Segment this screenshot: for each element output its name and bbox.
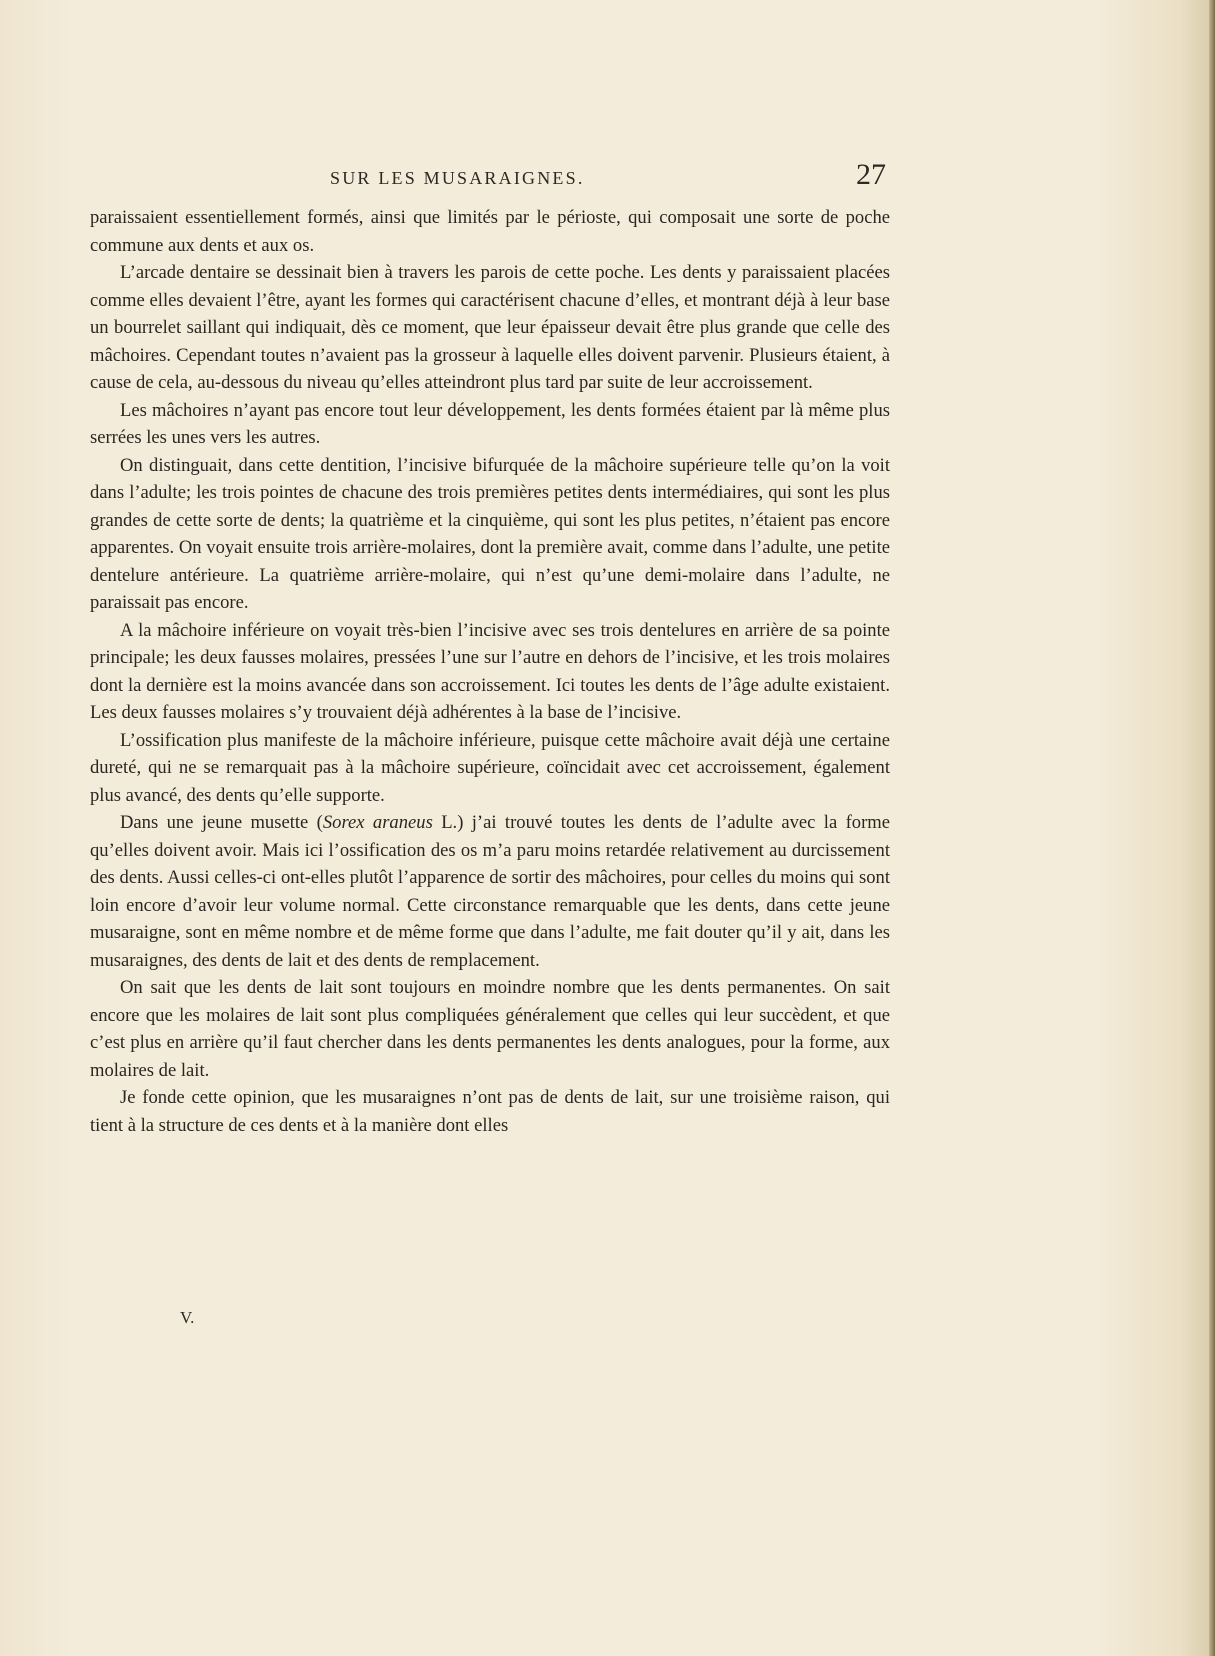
page-edge <box>1209 0 1215 1656</box>
paragraph: On sait que les dents de lait sont toujours en moindre nombre que les dents permanentes. On sait encore que les molaires de lait sont plus compliquées généralement que celles qui leur succèdent, et que c’est plus en arrière qu’il faut chercher dans les dents permanentes les dents analogues, pour la forme, aux molaires de lait. <box>90 977 890 1081</box>
paragraph: L’arcade dentaire se dessinait bien à travers les parois de cette poche. Les dents y paraissaient placées comme elles devaient l’être, ayant les formes qui caractérisent chacune d’elles, et montrant déjà à leur base un bourrelet saillant qui indiquait, dès ce moment, que leur épaisseur devait être plus grande que celle des mâchoires. Cependant toutes n’avaient pas la grosseur à laquelle elles doivent parvenir. Plusieurs étaient, à cause de cela, au-dessous du niveau qu’elles atteindront plus tard par suite de leur accroissement. <box>90 262 890 393</box>
paragraph: A la mâchoire inférieure on voyait très-bien l’incisive avec ses trois dentelures en arrière de sa pointe principale; les deux fausses molaires, pressées l’une sur l’autre en dehors de l’incisive, et les trois molaires dont la dernière est la moins avancée dans son accroissement. Ici toutes les dents de l’âge adulte existaient. Les deux fausses molaires s’y trouvaient déjà adhérentes à la base de l’incisive. <box>90 619 890 723</box>
sorex-text-after: L.) j’ai trouvé toutes les dents de l’adulte avec la forme qu’elles doivent avoir. Mais ici l’ossification des os m’a paru moins retardée relativement au durcissement des dents. Aussi celles-ci ont-elles plutôt l’apparence de sortir des mâchoires, pour celles du moins qui sont loin encore d’avoir leur volume normal. Cette circonstance remarquable que les dents, dans cette jeune musaraigne, sont en même nombre et de même forme que dans l’adulte, me fait douter qu’il y ait, dans les musaraignes, des dents de lait et des dents de remplacement. <box>90 812 890 971</box>
species-name: Sorex araneus <box>322 812 433 833</box>
paragraph: paraissaient essentiellement formés, ainsi que limités par le périoste, qui composait une sorte de poche commune aux dents et aux os. <box>90 207 890 256</box>
paragraph: On distinguait, dans cette dentition, l’incisive bifurquée de la mâchoire supérieure telle qu’on la voit dans l’adulte; les trois pointes de chacune des trois premières petites dents intermédiaires, qui sont les plus grandes de cette sorte de dents; la quatrième et la cinquième, qui sont les plus petites, n’étaient pas encore apparentes. On voyait ensuite trois arrière-molaires, dont la première avait, comme dans l’adulte, une petite dentelure antérieure. La quatrième arrière-molaire, qui n’est qu’une demi-molaire dans l’adulte, ne paraissait pas encore. <box>90 454 890 613</box>
paragraph: Les mâchoires n’ayant pas encore tout leur développement, les dents formées étaient par là même plus serrées les unes vers les autres. <box>90 399 890 448</box>
page-number: 27 <box>856 158 886 191</box>
body-text <box>90 204 890 1139</box>
page-header <box>90 158 890 196</box>
paragraph: L’ossification plus manifeste de la mâchoire inférieure, puisque cette mâchoire avait déjà une certaine dureté, qui ne se remarquait pas à la mâchoire supérieure, coïncidait avec cet accroissement, également plus avancé, des dents qu’elle supporte. <box>90 729 890 806</box>
running-title: SUR LES MUSARAIGNES. <box>330 168 585 188</box>
paragraph: Je fonde cette opinion, que les musaraignes n’ont pas de dents de lait, sur une troisième raison, qui tient à la structure de ces dents et à la manière dont elles <box>90 1087 890 1136</box>
paragraph-sorex <box>90 809 890 974</box>
signature-mark: V. <box>180 1308 195 1327</box>
sorex-text-before: Dans une jeune musette ( <box>120 812 323 833</box>
